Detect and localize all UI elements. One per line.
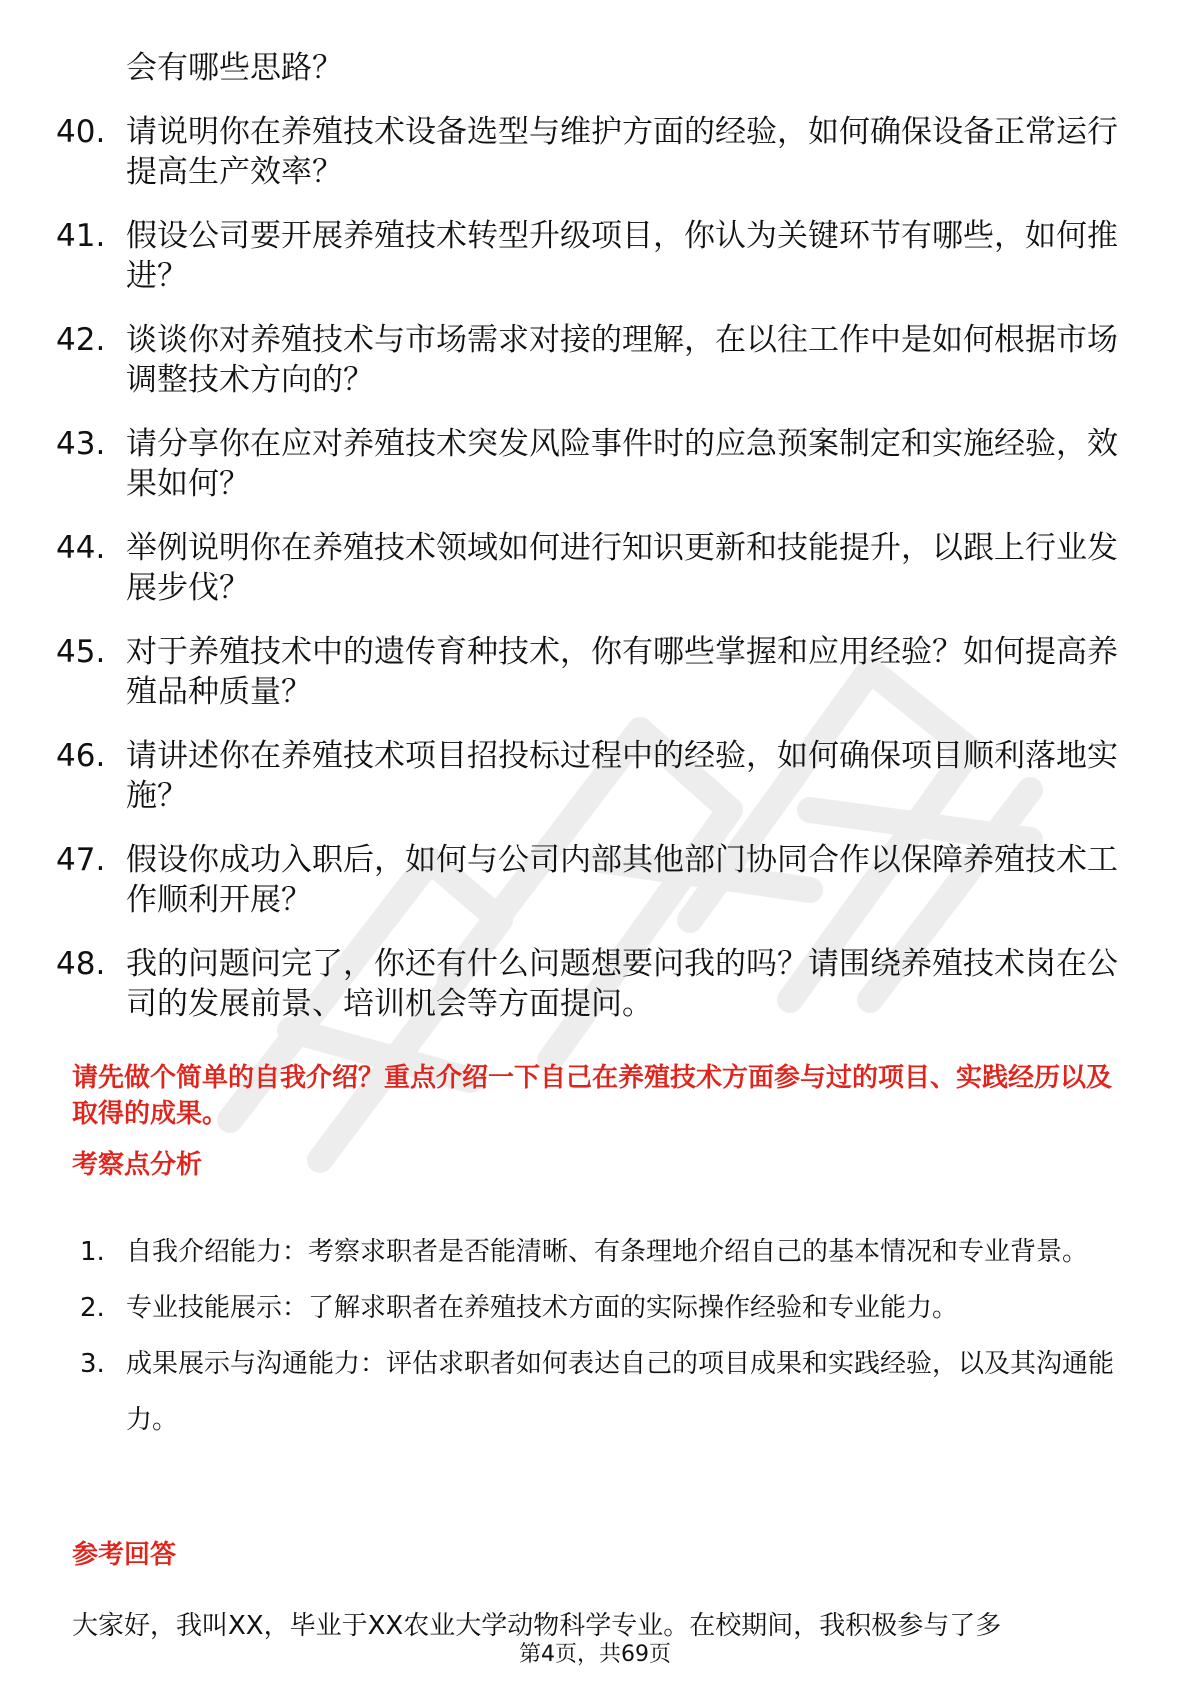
- question-item: [56, 320, 1136, 400]
- analysis-list: [80, 1224, 1130, 1448]
- question-item: [56, 112, 1136, 192]
- question-item: [56, 216, 1136, 296]
- question-number: 41.: [56, 218, 106, 254]
- analysis-item: [80, 1224, 1130, 1280]
- question-text: 谈谈你对养殖技术与市场需求对接的理解，在以往工作中是如何根据市场调整技术方向的？: [126, 322, 1118, 398]
- question-number: 40.: [56, 114, 106, 150]
- question-number: 43.: [56, 426, 106, 462]
- highlight-question: 请先做个简单的自我介绍？重点介绍一下自己在养殖技术方面参与过的项目、实践经历以及取得的成果。: [72, 1063, 1113, 1129]
- answer-title: 参考回答: [72, 1540, 177, 1570]
- question-item: [56, 528, 1136, 608]
- question-text: 我的问题问完了，你还有什么问题想要问我的吗？请围绕养殖技术岗在公司的发展前景、培训机会等方面提问。: [126, 946, 1118, 1022]
- question-item: [56, 840, 1136, 920]
- analysis-title: 考察点分析: [72, 1150, 203, 1180]
- question-number: 46.: [56, 738, 106, 774]
- question-number: 44.: [56, 530, 106, 566]
- question-item: [56, 944, 1136, 1024]
- question-continuation: 会有哪些思路？: [126, 50, 343, 86]
- question-item: [56, 424, 1136, 504]
- question-number: 45.: [56, 634, 106, 670]
- question-text: 假设你成功入职后，如何与公司内部其他部门协同合作以保障养殖技术工作顺利开展？: [126, 842, 1118, 918]
- question-text: 举例说明你在养殖技术领域如何进行知识更新和技能提升，以跟上行业发展步伐？: [126, 530, 1118, 606]
- analysis-item: [80, 1336, 1130, 1448]
- page-footer: 第4页，共69页: [519, 1642, 671, 1667]
- question-text: 请说明你在养殖技术设备选型与维护方面的经验，如何确保设备正常运行提高生产效率？: [126, 114, 1118, 190]
- question-item: [56, 632, 1136, 712]
- question-text: 假设公司要开展养殖技术转型升级项目，你认为关键环节有哪些，如何推进？: [126, 218, 1118, 294]
- question-number: 48.: [56, 946, 106, 982]
- question-item: [56, 736, 1136, 816]
- question-number: 47.: [56, 842, 106, 878]
- analysis-number: 1.: [80, 1237, 105, 1267]
- analysis-number: 3.: [80, 1349, 105, 1379]
- analysis-text: 专业技能展示：了解求职者在养殖技术方面的实际操作经验和专业能力。: [126, 1293, 959, 1323]
- question-text: 请讲述你在养殖技术项目招投标过程中的经验，如何确保项目顺利落地实施？: [126, 738, 1118, 814]
- question-text: 对于养殖技术中的遗传育种技术，你有哪些掌握和应用经验？如何提高养殖品种质量？: [126, 634, 1118, 710]
- analysis-number: 2.: [80, 1293, 105, 1323]
- question-text: 请分享你在应对养殖技术突发风险事件时的应急预案制定和实施经验，效果如何？: [126, 426, 1118, 502]
- analysis-text: 成果展示与沟通能力：评估求职者如何表达自己的项目成果和实践经验，以及其沟通能力。: [126, 1349, 1115, 1435]
- analysis-item: [80, 1280, 1130, 1336]
- analysis-text: 自我介绍能力：考察求职者是否能清晰、有条理地介绍自己的基本情况和专业背景。: [126, 1237, 1089, 1267]
- question-list: [56, 112, 1136, 1048]
- answer-text: 大家好，我叫XX，毕业于XX农业大学动物科学专业。在校期间，我积极参与了多: [72, 1611, 1002, 1641]
- question-number: 42.: [56, 322, 106, 358]
